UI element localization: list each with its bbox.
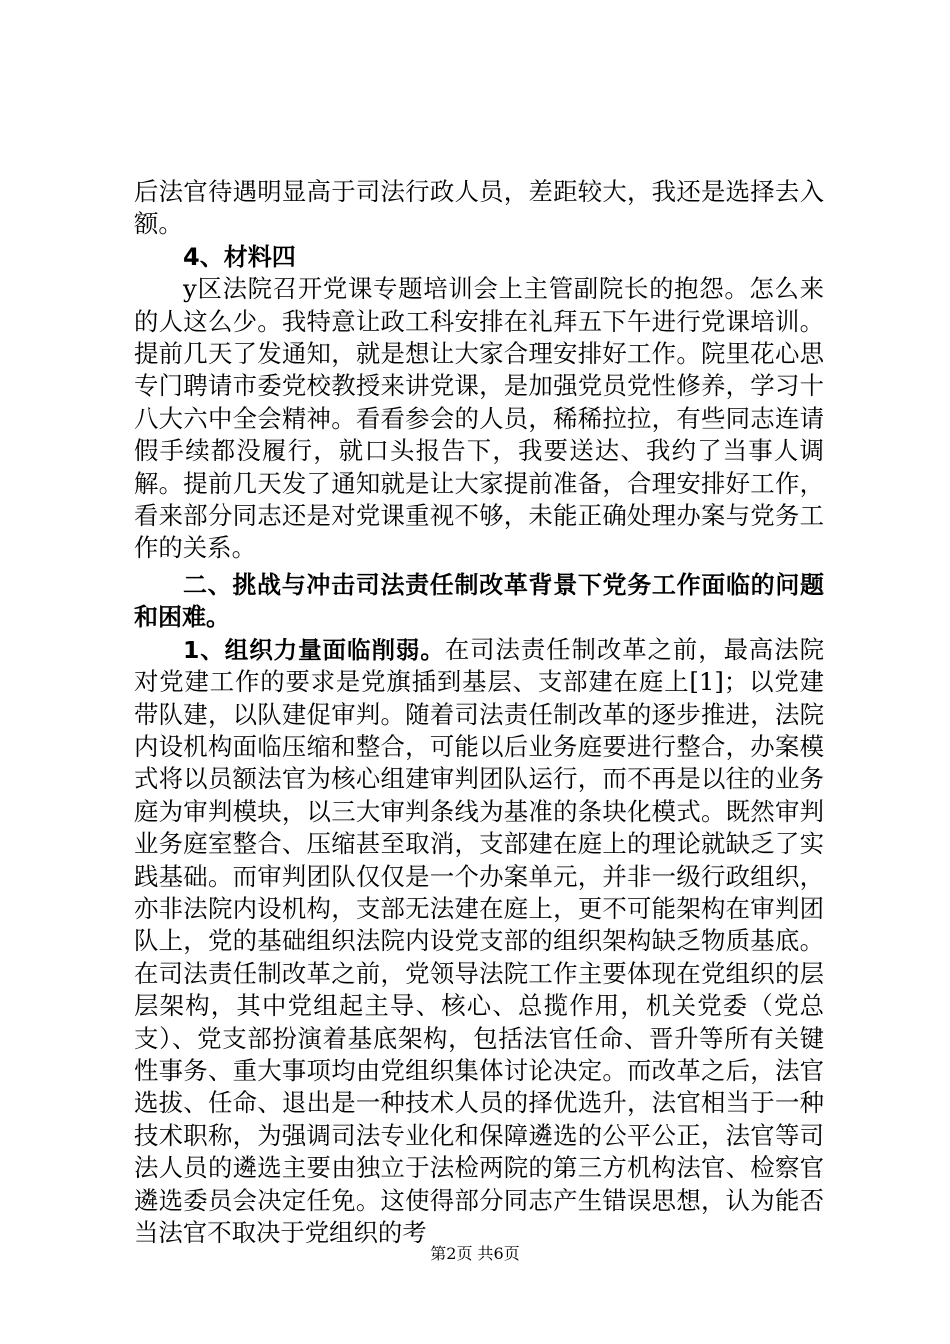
paragraph-continuation: 后法官待遇明显高于司法行政人员，差距较大，我还是选择去入额。 <box>134 177 824 239</box>
document-body <box>134 176 824 1249</box>
point-lead: 1、组织力量面临削弱。 <box>183 635 445 664</box>
page-number-footer: 第2页 共6页 <box>430 1244 520 1263</box>
point-body: 在司法责任制改革之前，最高法院对党建工作的要求是党旗插到基层、支部建在庭上[1]；以党建带队建，以队建促审判。随着司法责任制改革的逐步推进，法院内设机构面临压缩和整合，可能以后业务庭要进行整合，办案模式将以员额法官为核心组建审判团队运行，而不再是以往的业务庭为审判模块，以三大审判条线为基准的条块化模式。既然审判业务庭室整合、压缩甚至取消，支部建在庭上的理论就缺乏了实践基础。而审判团队仅仅是一个办案单元，并非一级行政组织，亦非法院内设机构，支部无法建在庭上，更不可能架构在审判团队上，党的基础组织法院内设党支部的组织架构缺乏物质基底。在司法责任制改革之前，党领导法院工作主要体现在党组织的层层架构，其中党组起主导、核心、总揽作用，机关党委（党总支）、党支部扮演着基底架构，包括法官任命、晋升等所有关键性事务、重大事项均由党组织集体讨论决定。而改革之后，法官选拔、任命、退出是一种技术人员的择优选升，法官相当于一种技术职称，为强调司法专业化和保障遴选的公平公正，法官等司法人员的遴选主要由独立于法检两院的第三方机构法官、检察官遴选委员会决定任免。这使得部分同志产生错误思想，认为能否当法官不取决于党组织的考 <box>134 634 824 1247</box>
material-heading: 4、材料四 <box>183 242 296 271</box>
material-paragraph: y区法院召开党课专题培训会上主管副院长的抱怨。怎么来的人这么少。我特意让政工科安排在礼拜五下午进行党课培训。提前几天了发通知，就是想让大家合理安排好工作。院里花心思专门聘请市委党校教授来讲党课，是加强党员党性修养，学习十八大六中全会精神。看看参会的人员，稀稀拉拉，有些同志连请假手续都没履行，就口头报告下，我要送达、我约了当事人调解。提前几天发了通知就是让大家提前准备，合理安排好工作，看来部分同志还是对党课重视不够，未能正确处理办案与党务工作的关系。 <box>134 274 824 563</box>
section-heading: 二、挑战与冲击司法责任制改革背景下党务工作面临的问题和困难。 <box>134 570 824 632</box>
point-paragraph <box>134 634 824 1250</box>
